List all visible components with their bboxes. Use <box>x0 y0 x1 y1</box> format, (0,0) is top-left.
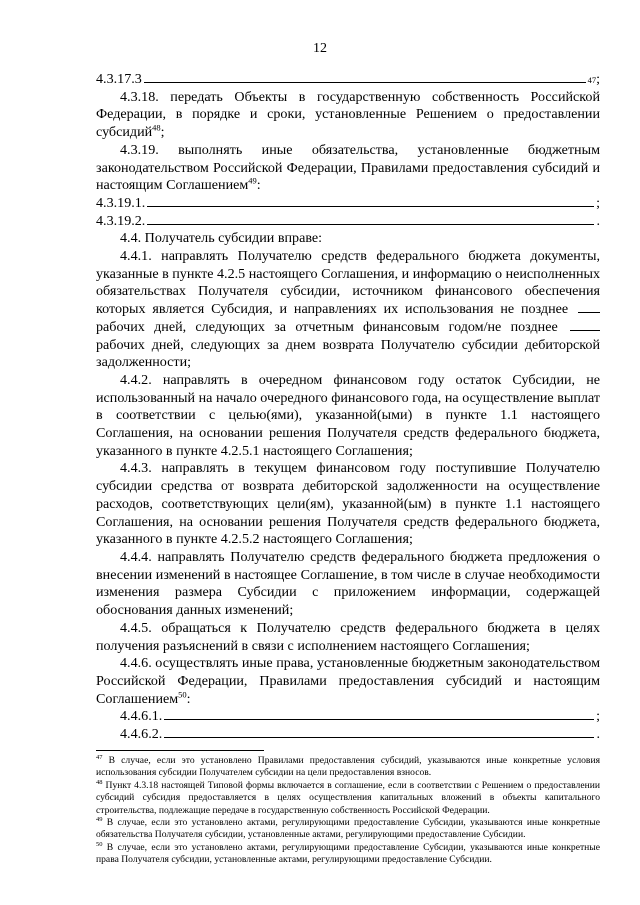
item-4-4-6-2 <box>96 726 600 744</box>
item-4-3-19-1 <box>96 195 600 213</box>
fill-line <box>164 737 594 738</box>
fill-line <box>144 82 586 83</box>
footnote-ref: 50 <box>178 688 187 699</box>
item-end: ; <box>596 71 600 87</box>
blank-field <box>578 312 600 313</box>
item-text: 4.3.18. передать Объекты в государственную собственность Российской Федерации, в порядке и сроки, установленные Решением о предоставлении субсидий <box>96 88 600 141</box>
item-4-4-6-1 <box>96 708 600 726</box>
item-4-4-2: 4.4.2. направлять в очередном финансовом году остаток Субсидии, не использованный на начало очередного финансового года, на осуществление выплат в соответствии с целью(ями), указанной(ыми) в пункте 1.1 настоящего Соглашения, на основании решения Получателя средств федерального бюджета, указанного в пункте 4.2.5.1 настоящего Соглашения; <box>96 371 600 459</box>
page-number: 12 <box>313 41 327 56</box>
footnotes <box>96 755 600 867</box>
item-text: 4.3.19. выполнять иные обязательства, установленные бюджетным законодательством Российской Федерации, Правилами предоставления субсидий и настоящим Соглашением <box>96 141 600 194</box>
item-end: : <box>256 177 261 194</box>
fill-line <box>164 719 594 720</box>
item-number: 4.3.19.1. <box>96 194 146 211</box>
item-end: ; <box>596 708 600 725</box>
item-text: 4.4.6. осуществлять иные права, установленные бюджетным законодательством Российской Федерации, Правилами предоставления субсидий и настоящим Соглашением <box>96 655 600 707</box>
item-4-3-18 <box>96 89 600 142</box>
footnote-49 <box>96 817 600 842</box>
footnote-ref: 49 <box>248 175 257 186</box>
footnote-separator <box>96 750 264 751</box>
item-text: рабочих дней, следующих за отчетным финансовым годом/не позднее <box>96 318 558 335</box>
item-4-4-5: 4.4.5. обращаться к Получателю средств федерального бюджета в целях получения разъяснений в связи с исполнением настоящего Соглашения; <box>96 619 600 654</box>
item-number: 4.4.6.2. <box>120 726 163 743</box>
item-text: рабочих дней, следующих за днем возврата Получателю субсидии дебиторской задолженности; <box>96 336 600 371</box>
item-4-4-6 <box>96 655 600 708</box>
item-end: ; <box>596 194 600 211</box>
footnote-text: В случае, если это установлено актами, регулирующими предоставление Субсидии, указываются иные конкретные права Получателя субсидии, установленные актами, регулирующими предоставление Субсидии. <box>96 841 600 866</box>
footnote-text: В случае, если это установлено актами, регулирующими предоставление Субсидии, указываются иные конкретные обязательства Получателя субсидии, установленные актами, регулирующими предоставление Субсидии. <box>96 817 600 841</box>
footnote-number: 47 <box>96 753 103 761</box>
footnote-text: В случае, если это установлено Правилами предоставления субсидий, указываются иные конкретные условия использования субсидии Получателем субсидии на цели предоставления взносов. <box>96 755 600 779</box>
item-4-4-4: 4.4.4. направлять Получателю средств федерального бюджета предложения о внесении изменений в настоящее Соглашение, в том числе в случае необходимости изменения размера Субсидии с приложением информации, содержащей обоснования данных изменений; <box>96 548 600 619</box>
item-end: ; <box>160 124 165 141</box>
item-end: . <box>596 726 600 743</box>
fill-line <box>147 206 594 207</box>
footnote-48 <box>96 780 600 817</box>
item-number: 4.4.6.1. <box>120 708 163 725</box>
footnote-47 <box>96 755 600 780</box>
item-4-3-19-2 <box>96 213 600 231</box>
fill-line <box>147 224 594 225</box>
footnote-number: 50 <box>96 840 103 848</box>
item-text: 4.4.1. направлять Получателю средств федерального бюджета документы, указанные в пункте 4.2.5 настоящего Соглашения, и информацию о неисполненных обязательствах Получателя субсидии, источником финансового обеспечения которых является Субсидия, и направлениях их использования не позднее <box>96 248 601 318</box>
footnote-number: 49 <box>96 815 103 823</box>
item-4-4-1 <box>96 248 600 372</box>
footnote-ref: 48 <box>152 122 161 133</box>
item-4-4: 4.4. Получатель субсидии вправе: <box>120 230 323 247</box>
item-end: : <box>186 690 191 707</box>
item-4-4-3: 4.4.3. направлять в текущем финансовом году поступившие Получателю субсидии средства от возврата дебиторской задолженности на осуществление расходов, соответствующих цели(ям), указанной(ым) в пункте 1.1 настоящего Соглашения, на основании решения Получателя средств федерального бюджета, указанного в пункте 4.2.5.2 настоящего Соглашения; <box>96 460 600 548</box>
blank-field <box>570 330 600 331</box>
footnote-number: 48 <box>96 778 103 786</box>
item-number: 4.3.19.2. <box>96 212 146 229</box>
document-body <box>96 71 600 744</box>
item-number: 4.3.17.3 <box>96 71 142 87</box>
footnote-50 <box>96 842 600 867</box>
footnote-text: Пункт 4.3.18 настоящей Типовой формы включается в соглашение, если в соответствии с Решением о предоставлении субсидий субсидия предоставляется в целях осуществления капитальных вложений в объекты капитального строительства, подлежащие передаче в государственную собственность Российской Федерации. <box>96 779 600 816</box>
item-4-3-17-3: 4.3.17.3 47 ; <box>96 71 600 87</box>
item-4-3-19 <box>96 142 600 195</box>
item-end: . <box>596 212 600 229</box>
